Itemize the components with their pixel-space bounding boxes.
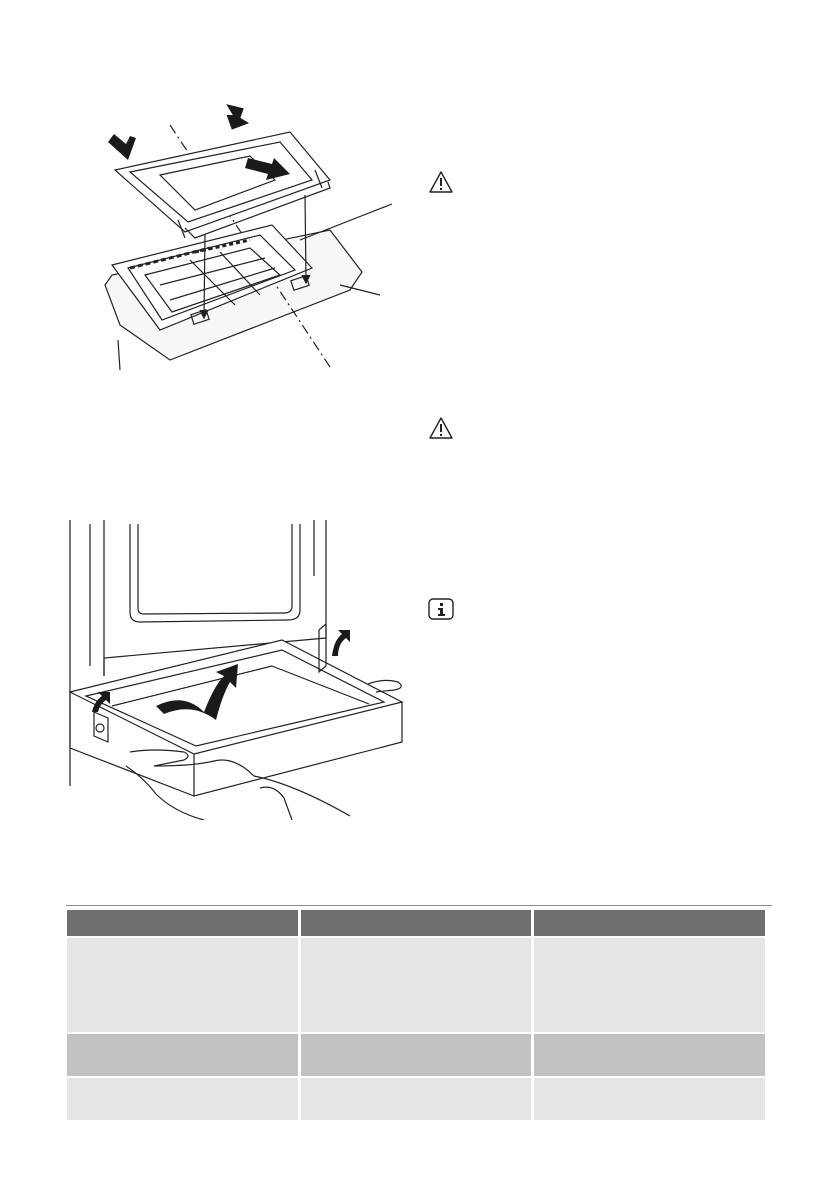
table-cell (301, 936, 532, 1032)
troubleshooting-table (64, 910, 768, 1120)
table-header-cell (67, 910, 298, 936)
door-glass-illustration (100, 100, 396, 370)
table-row (67, 1032, 765, 1076)
information-icon (428, 598, 454, 620)
table-cell (67, 1032, 298, 1076)
table-header-cell (534, 910, 765, 936)
section-divider (66, 905, 772, 906)
table-row (67, 936, 765, 1032)
table-cell (534, 1032, 765, 1076)
table-cell (67, 936, 298, 1032)
table-cell (534, 1076, 765, 1120)
table-row (67, 1076, 765, 1120)
table-cell (301, 1076, 532, 1120)
warning-triangle-icon (428, 170, 454, 194)
table-header-cell (301, 910, 532, 936)
warning-triangle-icon (428, 416, 454, 440)
table-cell (534, 936, 765, 1032)
table-header-row (67, 910, 765, 936)
drawer-removal-illustration (64, 516, 410, 820)
table-cell (67, 1076, 298, 1120)
table-cell (301, 1032, 532, 1076)
